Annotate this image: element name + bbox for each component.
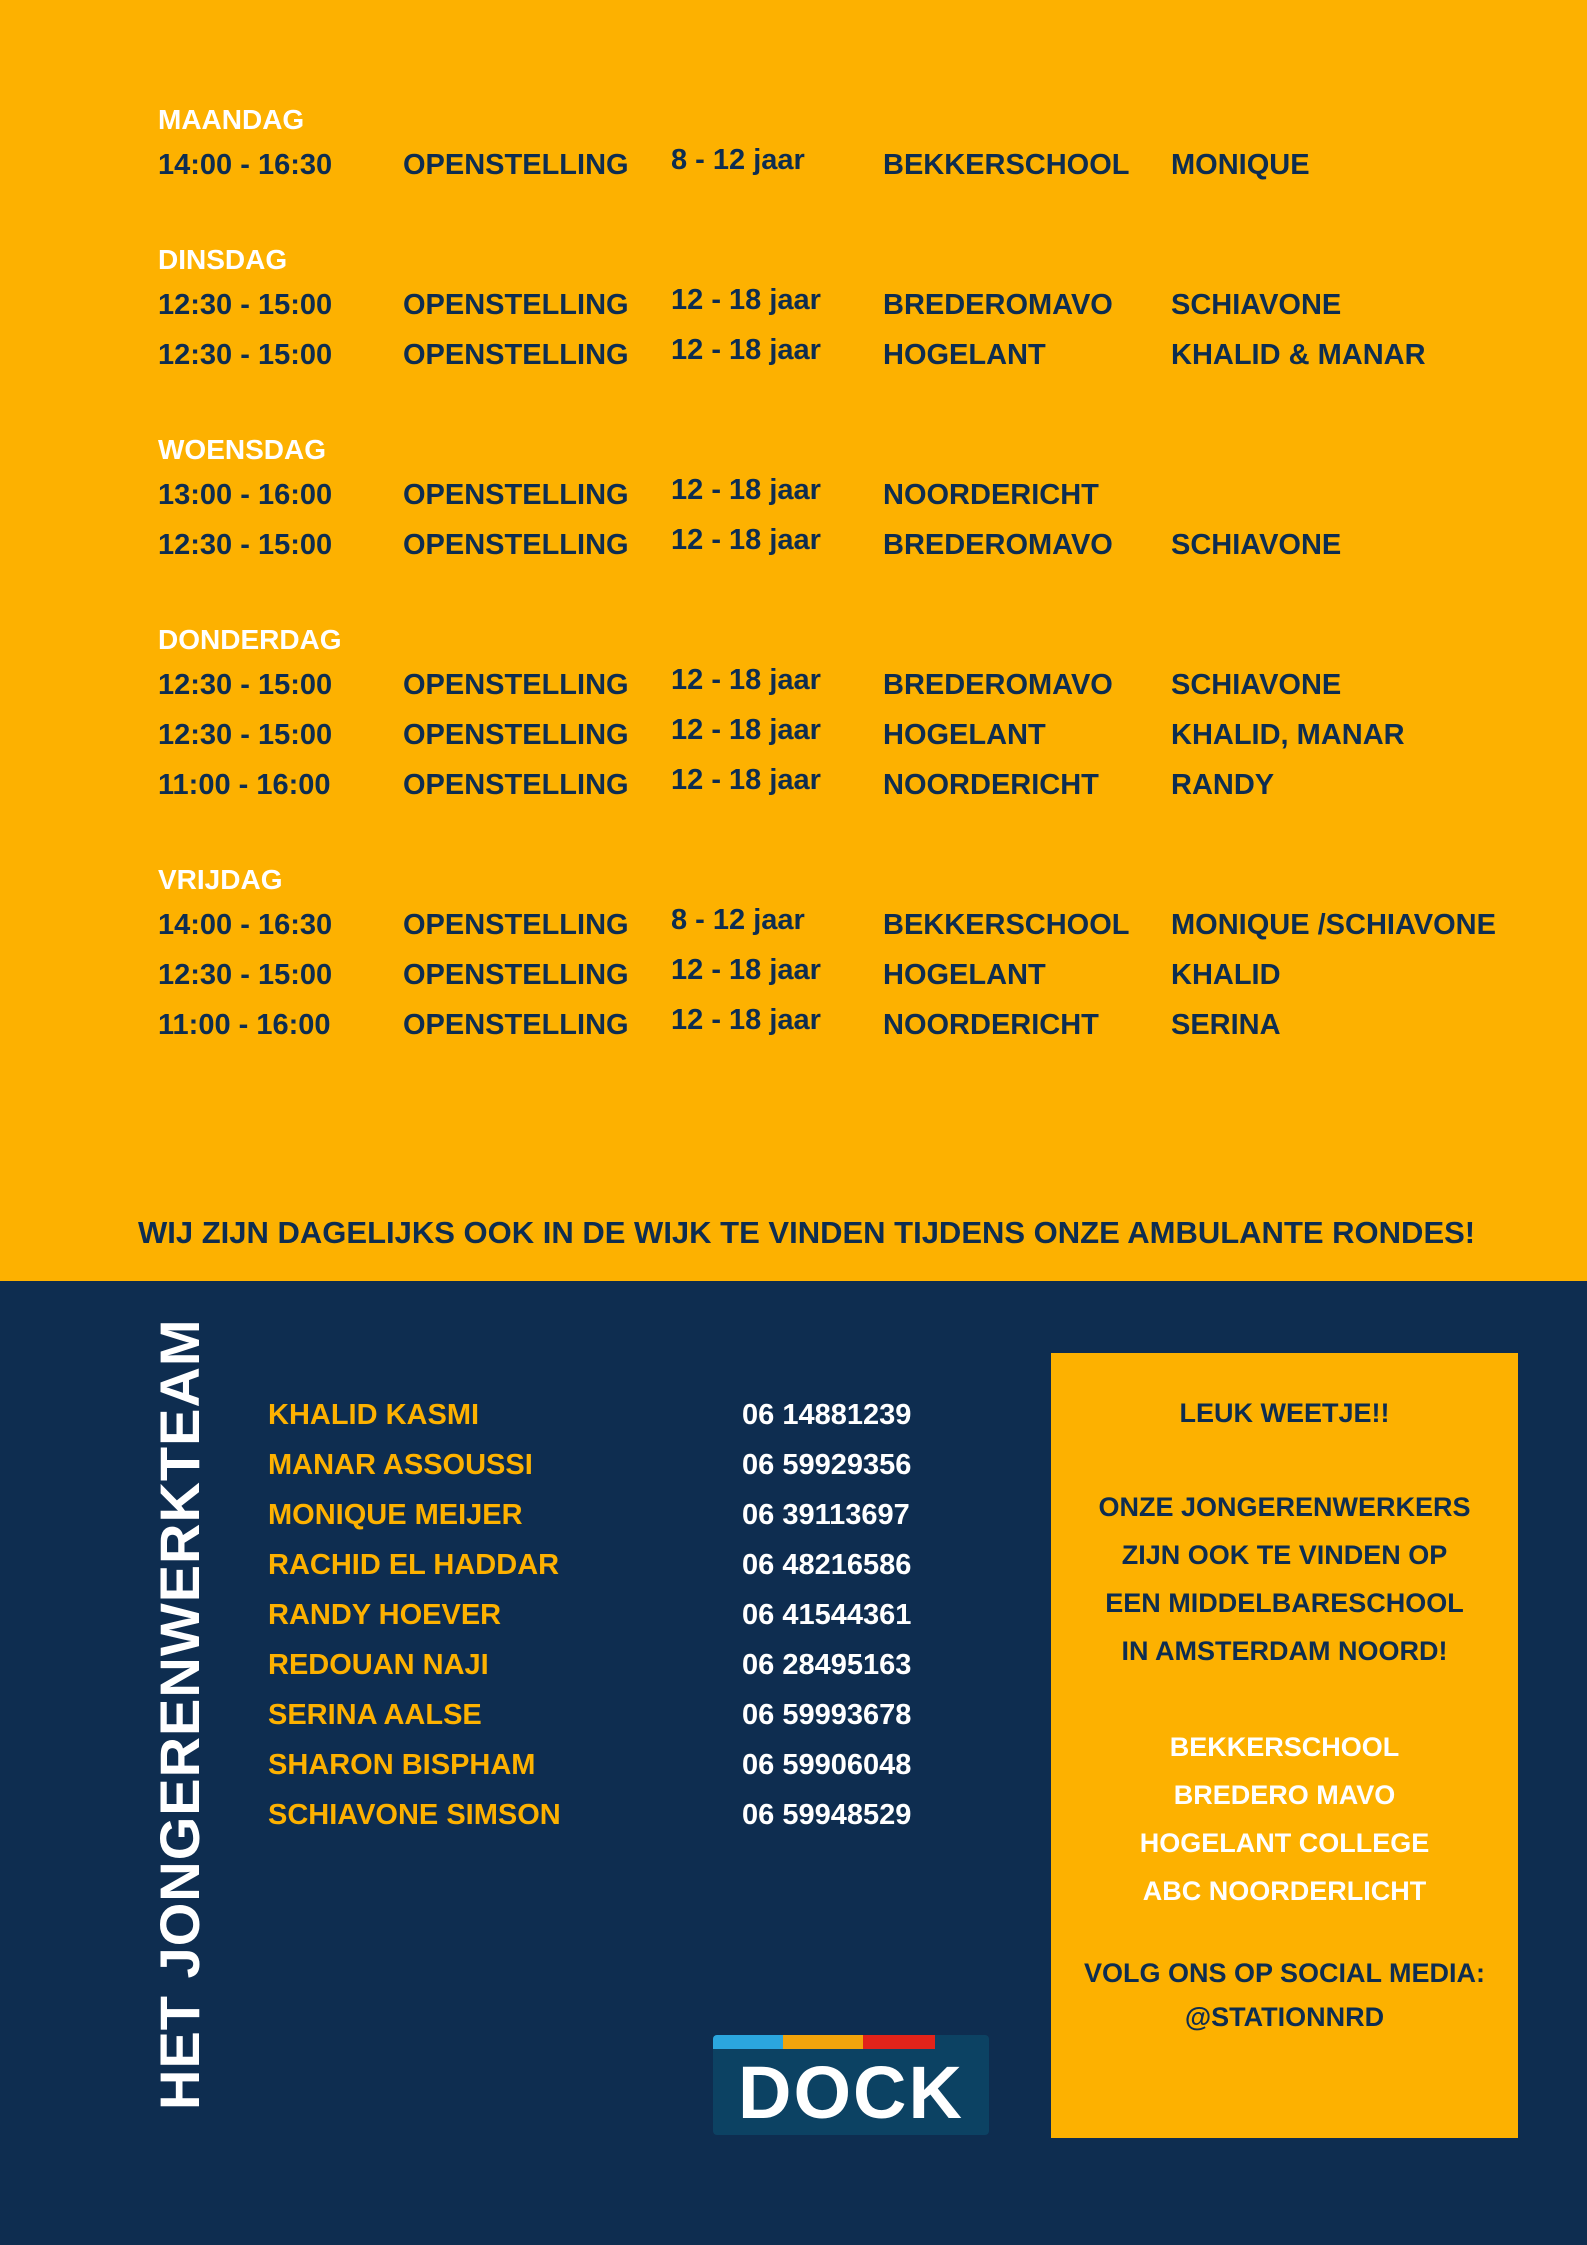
school-name: NOORDERICHT (883, 479, 1099, 511)
fun-fact-line: EEN MIDDELBARESCHOOL (1105, 1588, 1464, 1618)
age-range: 12 - 18 jaar (671, 664, 821, 696)
contact-name: MONIQUE MEIJER (268, 1499, 523, 1531)
social-media-handle: @STATIONNRD (1184, 2002, 1385, 2032)
activity-type: OPENSTELLING (403, 719, 629, 751)
age-range: 12 - 18 jaar (671, 954, 821, 986)
time-slot: 12:30 - 15:00 (158, 719, 333, 751)
school-list-item: BEKKERSCHOOL (1169, 1732, 1400, 1762)
contact-name: RANDY HOEVER (268, 1599, 502, 1631)
time-slot: 12:30 - 15:00 (158, 289, 333, 321)
time-slot: 14:00 - 16:30 (158, 909, 333, 941)
time-slot: 13:00 - 16:00 (158, 479, 333, 511)
logo-stripe-blue (713, 2035, 783, 2049)
contact-phone: 06 59929356 (742, 1449, 912, 1481)
schedule-row (158, 900, 1496, 950)
youth-worker: KHALID, MANAR (1171, 719, 1405, 751)
school-list-item: BREDERO MAVO (1173, 1780, 1396, 1810)
contact-row (268, 1490, 968, 1540)
age-range: 12 - 18 jaar (671, 764, 821, 796)
age-range: 12 - 18 jaar (671, 474, 821, 506)
school-list-item: ABC NOORDERLICHT (1142, 1876, 1427, 1906)
day-label: VRIJDAG (158, 864, 283, 895)
fun-fact-line: ZIJN OOK TE VINDEN OP (1121, 1540, 1448, 1570)
day-block-dinsdag (158, 240, 1426, 380)
schedule-row (158, 760, 1275, 810)
schedule-row (158, 1000, 1281, 1050)
contact-row (268, 1640, 968, 1690)
day-label: DONDERDAG (158, 624, 342, 655)
time-slot: 12:30 - 15:00 (158, 959, 333, 991)
school-name: BEKKERSCHOOL (883, 909, 1130, 941)
contact-name: SHARON BISPHAM (268, 1749, 536, 1781)
youth-worker: RANDY (1171, 769, 1275, 801)
school-name: HOGELANT (883, 719, 1046, 751)
schedule-row (158, 280, 1342, 330)
time-slot: 12:30 - 15:00 (158, 669, 333, 701)
youth-worker: SCHIAVONE (1171, 289, 1342, 321)
school-name: BREDEROMAVO (883, 529, 1113, 561)
school-name: BREDEROMAVO (883, 669, 1113, 701)
contact-name: REDOUAN NAJI (268, 1649, 489, 1681)
age-range: 12 - 18 jaar (671, 714, 821, 746)
contact-name: SERINA AALSE (268, 1699, 482, 1731)
age-range: 12 - 18 jaar (671, 1004, 821, 1036)
activity-type: OPENSTELLING (403, 479, 629, 511)
activity-type: OPENSTELLING (403, 769, 629, 801)
school-name: NOORDERICHT (883, 1009, 1099, 1041)
logo-stripe-orange (783, 2035, 863, 2049)
contact-phone: 06 14881239 (742, 1399, 912, 1431)
day-block-woensdag (158, 430, 1342, 570)
youth-worker: SCHIAVONE (1171, 669, 1342, 701)
day-block-maandag (158, 100, 1310, 190)
fun-fact-line: IN AMSTERDAM NOORD! (1121, 1636, 1448, 1666)
schedule-row (158, 660, 1342, 710)
day-label: DINSDAG (158, 244, 288, 275)
contact-row (268, 1540, 968, 1590)
activity-type: OPENSTELLING (403, 149, 629, 181)
school-name: NOORDERICHT (883, 769, 1099, 801)
contact-phone: 06 39113697 (742, 1499, 910, 1531)
youth-worker: SCHIAVONE (1171, 529, 1342, 561)
activity-type: OPENSTELLING (403, 909, 629, 941)
school-name: BEKKERSCHOOL (883, 149, 1130, 181)
youth-worker: SERINA (1171, 1009, 1281, 1041)
schedule-row (158, 710, 1405, 760)
contact-list (268, 1390, 968, 1840)
school-name: HOGELANT (883, 959, 1046, 991)
youth-worker: KHALID (1171, 959, 1281, 991)
logo-wordmark: DOCK (738, 2051, 964, 2134)
activity-type: OPENSTELLING (403, 1009, 629, 1041)
schedule-row (158, 520, 1342, 570)
schedule-row (158, 140, 1310, 190)
social-media-line: VOLG ONS OP SOCIAL MEDIA: (1083, 1958, 1486, 1988)
time-slot: 12:30 - 15:00 (158, 339, 333, 371)
school-name: HOGELANT (883, 339, 1046, 371)
contact-row (268, 1440, 968, 1490)
activity-type: OPENSTELLING (403, 959, 629, 991)
fun-fact-line: ONZE JONGERENWERKERS (1098, 1492, 1471, 1522)
contact-row (268, 1690, 968, 1740)
team-title: HET JONGERENWERKTEAM (148, 1318, 211, 2110)
contact-row (268, 1590, 968, 1640)
age-range: 12 - 18 jaar (671, 284, 821, 316)
contact-row (268, 1740, 968, 1790)
time-slot: 14:00 - 16:30 (158, 149, 333, 181)
school-name: BREDEROMAVO (883, 289, 1113, 321)
contact-phone: 06 28495163 (742, 1649, 912, 1681)
activity-type: OPENSTELLING (403, 289, 629, 321)
youth-worker: KHALID & MANAR (1171, 339, 1426, 371)
weekly-schedule (158, 100, 1496, 1100)
logo-stripe-red (863, 2035, 935, 2049)
age-range: 12 - 18 jaar (671, 334, 821, 366)
contact-name: MANAR ASSOUSSI (268, 1449, 533, 1481)
schedule-row (158, 950, 1281, 1000)
fun-fact-heading: LEUK WEETJE!! (1179, 1398, 1390, 1428)
schedule-row (158, 470, 1099, 520)
activity-type: OPENSTELLING (403, 339, 629, 371)
school-list-item: HOGELANT COLLEGE (1139, 1828, 1430, 1858)
activity-type: OPENSTELLING (403, 669, 629, 701)
ambulant-rounds-note: WIJ ZIJN DAGELIJKS OOK IN DE WIJK TE VINDEN TIJDENS ONZE AMBULANTE RONDES! (138, 1215, 1476, 1250)
contact-phone: 06 59906048 (742, 1749, 912, 1781)
time-slot: 12:30 - 15:00 (158, 529, 333, 561)
youth-worker: MONIQUE (1171, 149, 1310, 181)
time-slot: 11:00 - 16:00 (158, 1009, 331, 1041)
age-range: 8 - 12 jaar (671, 904, 805, 936)
activity-type: OPENSTELLING (403, 529, 629, 561)
day-label: WOENSDAG (158, 434, 326, 465)
schedule-row (158, 330, 1426, 380)
contact-phone: 06 59993678 (742, 1699, 912, 1731)
contact-phone: 06 41544361 (742, 1599, 912, 1631)
contact-row (268, 1790, 968, 1840)
contact-phone: 06 59948529 (742, 1799, 912, 1831)
age-range: 8 - 12 jaar (671, 144, 805, 176)
age-range: 12 - 18 jaar (671, 524, 821, 556)
day-block-vrijdag (158, 860, 1496, 1050)
day-block-donderdag (158, 620, 1405, 810)
day-label: MAANDAG (158, 104, 305, 135)
fun-fact-box (1051, 1353, 1518, 2138)
contact-name: SCHIAVONE SIMSON (268, 1799, 561, 1831)
youth-worker: MONIQUE /SCHIAVONE (1171, 909, 1496, 941)
contact-phone: 06 48216586 (742, 1549, 912, 1581)
contact-row (268, 1390, 968, 1440)
contact-name: RACHID EL HADDAR (268, 1549, 560, 1581)
dock-logo (713, 2035, 989, 2135)
contact-name: KHALID KASMI (268, 1399, 480, 1431)
time-slot: 11:00 - 16:00 (158, 769, 331, 801)
